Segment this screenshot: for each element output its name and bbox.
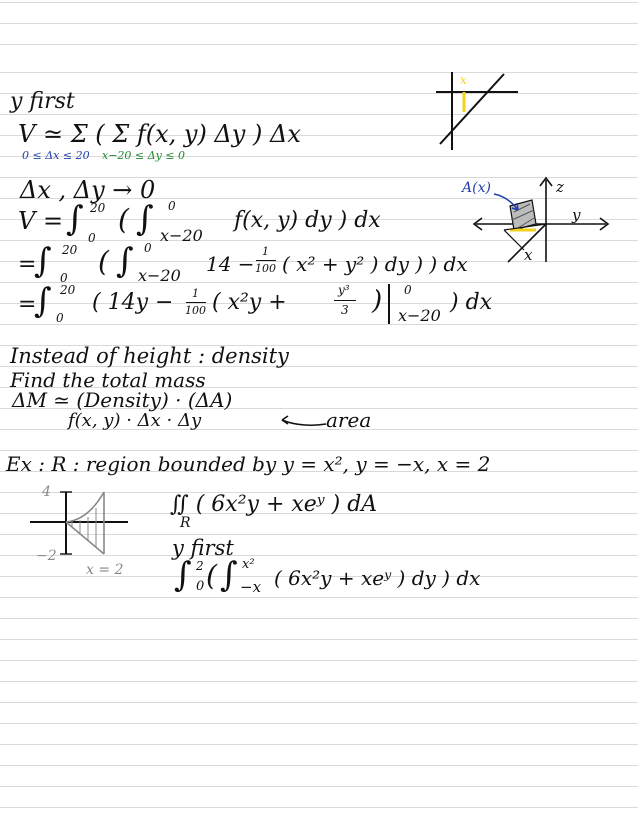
eval-upper: 0 — [404, 283, 412, 297]
y-first-heading: y first — [10, 89, 75, 114]
inner-integral-sign: ∫ — [220, 555, 238, 595]
example-y-first: y first — [172, 536, 234, 560]
v-equals: V = — [18, 207, 64, 235]
region-subscript: R — [180, 515, 191, 531]
area-label: area — [326, 408, 372, 432]
inner-lower-bound: x−20 — [160, 226, 203, 245]
axis-z-label: z — [556, 178, 564, 196]
outer-lower-bound: 0 — [56, 311, 64, 325]
outer-upper-bound: 20 — [62, 243, 78, 257]
density-line4: f(x, y) · Δx · Δy — [68, 410, 202, 431]
open-paren: ( — [98, 245, 109, 278]
inner-integral-sign: ∫ — [136, 199, 154, 239]
fraction2-denominator: 3 — [341, 303, 349, 317]
integrand-a: 14 − — [206, 252, 255, 276]
area-arrow — [274, 412, 334, 432]
region-x-label: x = 2 — [86, 562, 124, 578]
fraction-numerator: 1 — [192, 287, 199, 300]
equals-sign: = — [18, 252, 37, 277]
fraction2-bar — [334, 300, 356, 301]
inner-upper-bound: 0 — [144, 241, 152, 255]
bounds-x: 0 ≤ Δx ≤ 20 — [22, 149, 90, 162]
inner-integral-sign: ∫ — [116, 241, 134, 281]
outer-integral-sign: ∫ — [66, 199, 84, 239]
inner-upper-bound: 0 — [168, 199, 176, 213]
limit-line: Δx , Δy → 0 — [20, 176, 156, 204]
density-line1: Instead of height : density — [10, 344, 289, 368]
antiderivative-a: ( 14y − — [92, 290, 174, 315]
antiderivative-c: ) dx — [450, 290, 493, 315]
fraction-denominator: 100 — [255, 262, 276, 275]
bounds-y: x−20 ≤ Δy ≤ 0 — [102, 149, 185, 162]
outer-integral-sign: ∫ — [174, 555, 192, 595]
double-integral: ∬ ( 6x²y + xeʸ ) dA — [170, 492, 378, 517]
axis-y-label: y — [572, 206, 581, 224]
fraction-bar — [186, 302, 206, 303]
region-y-top-label: 4 — [42, 484, 51, 500]
solid-sketch — [460, 172, 620, 272]
density-line3: ΔM ≃ (Density) · (ΔA) — [12, 388, 233, 412]
density-line2: Find the total mass — [10, 368, 206, 392]
open-paren: ( — [206, 559, 217, 592]
example-statement: Ex : R : region bounded by y = x², y = −x, x = 2 — [6, 452, 491, 476]
slice-x-label: x — [460, 73, 467, 87]
outer-lower-bound: 0 — [88, 231, 96, 245]
integrand-b: ( x² + y² ) dy ) ) dx — [282, 252, 468, 276]
eval-lower: x−20 — [398, 306, 441, 325]
open-paren: ( — [118, 203, 129, 236]
outer-upper-bound: 2 — [196, 559, 204, 573]
inner-lower-bound: −x — [240, 578, 262, 596]
inner-lower-bound: x−20 — [138, 266, 181, 285]
outer-upper-bound: 20 — [90, 201, 106, 215]
outer-integral-sign: ∫ — [34, 281, 52, 321]
antiderivative-b: ( x²y + — [212, 290, 287, 315]
slice-sketch — [430, 68, 540, 158]
evaluation-bar — [388, 284, 390, 324]
axis-x-label: x — [524, 246, 533, 264]
integrand: f(x, y) dy ) dx — [234, 208, 381, 233]
outer-integral-sign: ∫ — [34, 241, 52, 281]
equals-sign: = — [18, 292, 37, 317]
fraction-numerator: 1 — [262, 245, 269, 258]
region-sketch — [24, 482, 164, 582]
integrand: ( 6x²y + xeʸ ) dy ) dx — [274, 566, 481, 590]
region-y-bottom-label: −2 — [36, 548, 57, 564]
outer-lower-bound: 0 — [196, 579, 205, 594]
cross-section-label: A(x) — [462, 180, 491, 196]
close-paren: ) — [372, 286, 383, 316]
inner-upper-bound: x² — [242, 557, 255, 572]
fraction2-numerator: y³ — [338, 283, 350, 297]
outer-upper-bound: 20 — [60, 283, 76, 297]
fraction-denominator: 100 — [185, 304, 206, 317]
riemann-sum-line: V ≃ Σ ( Σ f(x, y) Δy ) Δx — [18, 120, 301, 148]
fraction-bar — [256, 260, 276, 261]
outer-lower-bound: 0 — [60, 271, 68, 285]
